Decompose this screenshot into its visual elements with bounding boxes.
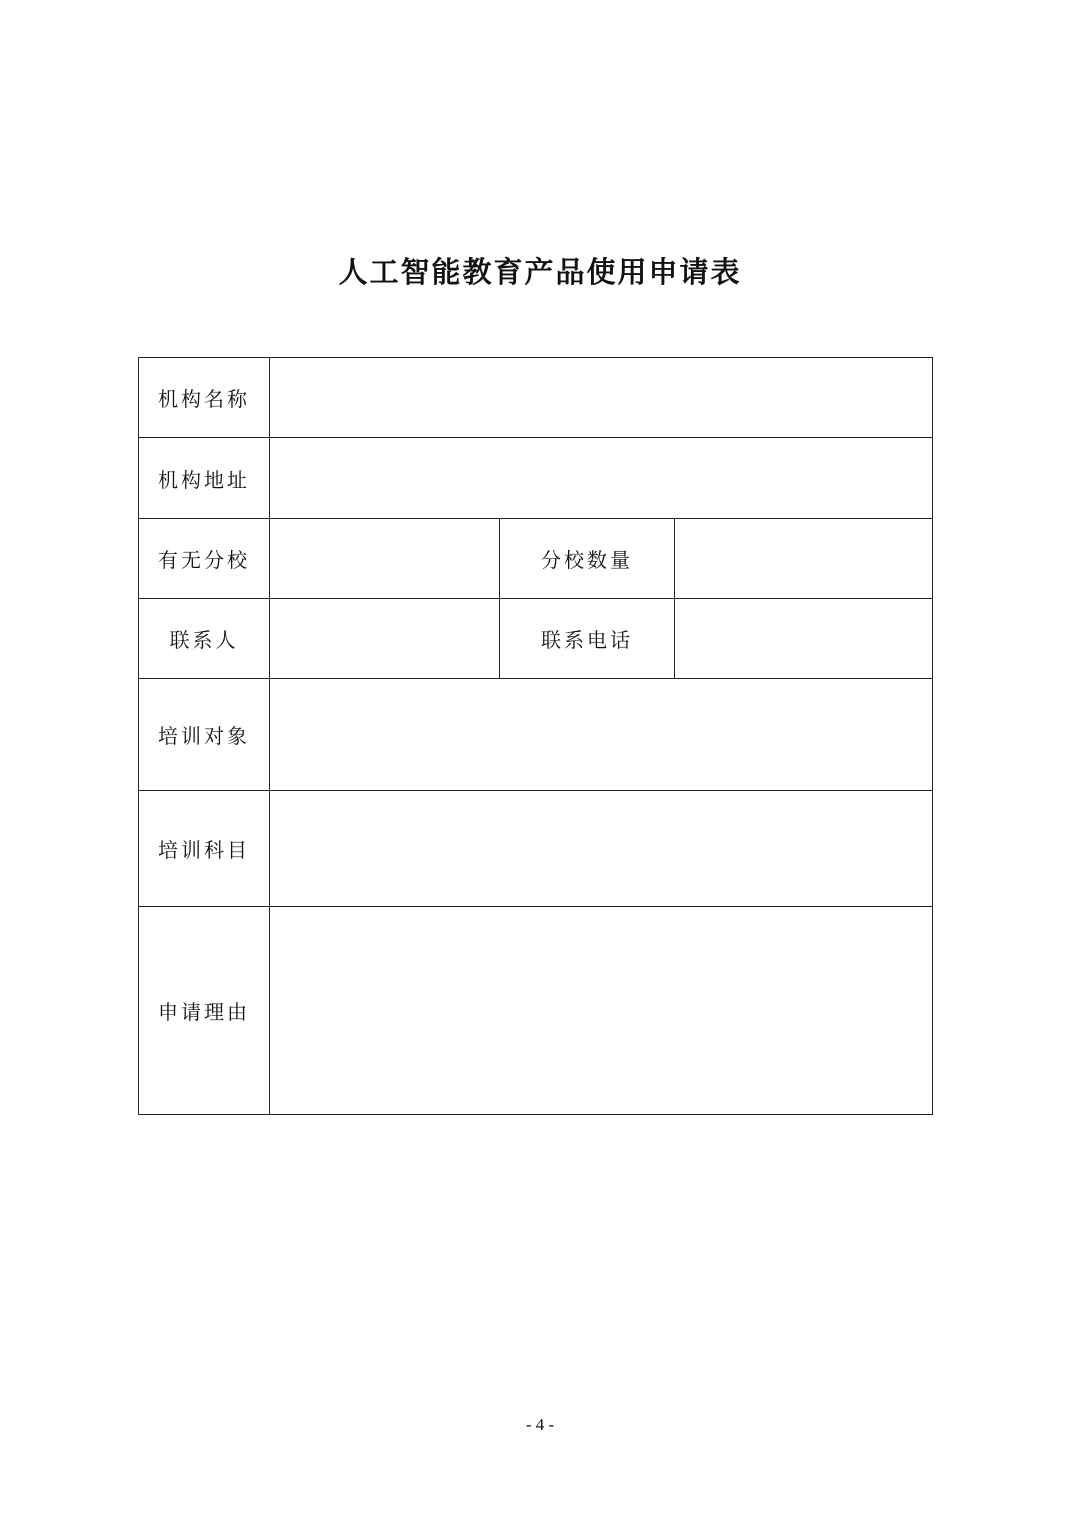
application-form-table [138,357,933,1115]
page-number: - 4 - [525,1415,555,1434]
org-address-label: 机构地址 [139,438,270,519]
has-branch-field[interactable] [270,519,500,599]
form-title: 人工智能教育产品使用申请表 [338,255,742,289]
contact-label: 联系人 [139,599,270,679]
contact-field[interactable] [270,599,500,679]
phone-field[interactable] [675,599,933,679]
branch-count-label: 分校数量 [500,519,675,599]
row-subjects [139,791,933,907]
has-branch-label: 有无分校 [139,519,270,599]
org-name-label: 机构名称 [139,358,270,438]
row-audience [139,679,933,791]
audience-label: 培训对象 [139,679,270,791]
subjects-field[interactable] [270,791,933,907]
row-org-name [139,358,933,438]
audience-field[interactable] [270,679,933,791]
row-contact [139,599,933,679]
row-org-address [139,438,933,519]
reason-label: 申请理由 [139,907,270,1115]
branch-count-field[interactable] [675,519,933,599]
reason-field[interactable] [270,907,933,1115]
phone-label: 联系电话 [500,599,675,679]
row-reason [139,907,933,1115]
org-name-field[interactable] [270,358,933,438]
subjects-label: 培训科目 [139,791,270,907]
row-branch [139,519,933,599]
org-address-field[interactable] [270,438,933,519]
